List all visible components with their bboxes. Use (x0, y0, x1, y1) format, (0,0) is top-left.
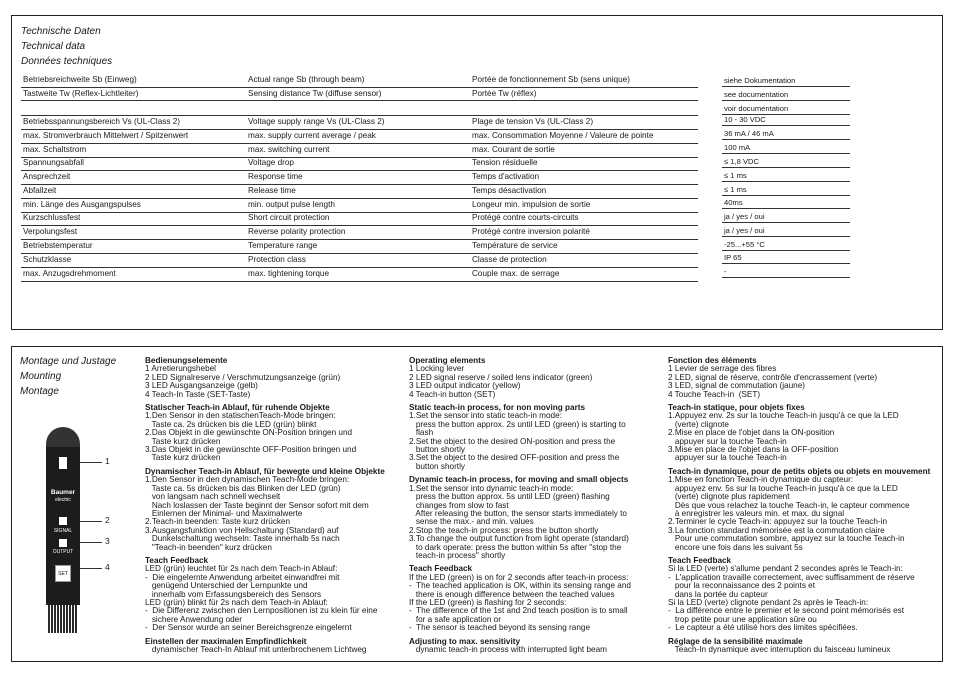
instruction-line: there is enough difference between the teached values (409, 589, 615, 599)
cell-en: max. supply current average / peak (248, 131, 376, 140)
section-heading: Static teach-in process, for non moving parts (409, 403, 586, 413)
cell-de: Schutzklasse (23, 255, 72, 264)
table-row (21, 157, 698, 169)
instruction-line: "Teach-in beenden" kurz drücken (145, 542, 272, 552)
cell-en: Voltage supply range Vs (UL-Class 2) (248, 117, 385, 126)
cell-fr: Temps d'activation (472, 172, 540, 181)
device-cap (46, 427, 80, 449)
row-divider (21, 281, 698, 282)
instruction-line: teach-in process" shortly (409, 550, 506, 560)
callout-2: 2 (105, 515, 110, 525)
value-divider (722, 250, 850, 251)
instruction-line: 3 LED output indicator (yellow) (409, 381, 521, 391)
instruction-line: 3.Mise en place de l'objet dans la OFF-position (668, 445, 839, 455)
cell-fr: Temps désactivation (472, 186, 547, 195)
device-brand: Baumer (50, 489, 76, 496)
cell-fr: Portée de fonctionnement Sb (sens unique) (472, 75, 630, 84)
instruction-line: Nach loslassen der Taste beginnt der Sensor sofort mit dem (145, 500, 369, 510)
cell-de: Betriebsspannungsbereich Vs (UL-Class 2) (23, 117, 181, 126)
instruction-line: 1.Appuyez env. 2s sur la touche Teach-in jusqu'à ce que la LED (668, 411, 899, 421)
instruction-line: - The teached application is OK, within its sensing range and (409, 581, 631, 591)
instruction-line: (verte) clignote plus rapidement (668, 492, 790, 502)
cell-en: Voltage drop (248, 158, 294, 167)
value-cell: voir documentation (724, 104, 789, 113)
value-cell: ja / yes / oui (724, 226, 765, 235)
output-led-icon (59, 539, 67, 547)
cell-de: Kurzschlussfest (23, 213, 81, 222)
value-divider (722, 263, 850, 264)
cell-de: Tastweite Tw (Reflex-Lichtleiter) (23, 89, 139, 98)
instruction-line: innerhalb vom Erfassungsbereich des Sensors (145, 589, 322, 599)
instruction-line: trop petite pour une application sûre ou (668, 614, 817, 624)
value-divider (722, 153, 850, 154)
instruction-line: - Die Differenz zwischen den Lernpositionen ist zu klein für eine (145, 606, 378, 616)
cell-fr: Classe de protection (472, 255, 547, 264)
cell-de: Betriebsreichweite Sb (Einweg) (23, 75, 137, 84)
instruction-line: 3.To change the output function from light operate (standard) (409, 534, 629, 544)
cell-de: Abfallzeit (23, 186, 57, 195)
instruction-line: dynamic teach-in process with interrupted light beam (409, 645, 607, 654)
cell-en: Response time (248, 172, 303, 181)
cell-de: Betriebstemperatur (23, 241, 93, 250)
value-cell: see documentation (724, 90, 789, 99)
instruction-line: 1.Den Sensor in den statischenTeach-Mode bringen: (145, 411, 336, 421)
instruction-line: 1 Arretierungshebel (145, 364, 217, 374)
value-cell: ≤ 1 ms (724, 185, 747, 194)
instruction-line: - Die eingelernte Anwendung arbeitet einwandfrei mit (145, 572, 340, 582)
instruction-line: 3 LED Ausgangsanzeige (gelb) (145, 381, 258, 391)
instruction-line: 2.Set the object to the desired ON-position and press the (409, 436, 616, 446)
cell-en: Release time (248, 186, 296, 195)
instructions-english (409, 357, 659, 654)
instruction-line: 2.Das Objekt in die gewünschte ON-Position bringen und (145, 428, 353, 438)
instruction-line: press the button approx. 2s until LED (green) is starting to (409, 419, 626, 429)
instruction-line: Pour une commutation sombre, appuyez sur la touche Teach-in (668, 534, 905, 544)
instruction-line: - Der Sensor wurde an seiner Bereichsgrenze eingelernt (145, 623, 352, 633)
instruction-line: press the button approx. 5s until LED (green) flashing (409, 492, 610, 502)
instruction-line: Taste ca. 5s drücken bis das Blinken der LED (grün) (145, 483, 341, 493)
cell-de: Ansprechzeit (23, 172, 71, 181)
cell-fr: Température de service (472, 241, 558, 250)
table-row (21, 240, 698, 252)
instruction-line: Taste ca. 2s drücken bis die LED (grün) blinkt (145, 419, 317, 429)
cell-fr: Portée Tw (réflex) (472, 89, 537, 98)
instruction-line: 4 Teach-In Taste (SET-Taste) (145, 389, 251, 399)
value-cell: 36 mA / 46 mA (724, 129, 774, 138)
value-cell: ja / yes / oui (724, 212, 765, 221)
cell-en: max. tightening torque (248, 269, 330, 278)
value-divider (722, 139, 850, 140)
instruction-line: sichere Anwendung oder (145, 614, 242, 624)
value-divider (722, 125, 850, 126)
instruction-line: - La différence entre le premier et le second point mémorisés est (668, 606, 905, 616)
table-row (21, 116, 698, 128)
instruction-line: 3.Set the object to the desired OFF-position and press the (409, 453, 620, 463)
instruction-line: After releasing the button, the sensor starts immediately to (409, 508, 627, 518)
instruction-line: 2 LED signal reserve / soiled lens indicator (green) (409, 372, 593, 382)
callout-line-3 (80, 542, 102, 543)
heading-en: Technical data (21, 41, 86, 52)
cell-fr: Tension résiduelle (472, 158, 538, 167)
instruction-line: 1 Locking lever (409, 364, 465, 374)
section-heading: Statischer Teach-in Ablauf, für ruhende Objekte (145, 403, 330, 413)
instruction-line: appuyer sur la touche Teach-in (668, 453, 787, 463)
cell-fr: max. Consommation Moyenne / Valeure de pointe (472, 131, 654, 140)
row-divider (21, 100, 698, 101)
cell-de: min. Länge des Ausgangspulses (23, 200, 141, 209)
section-heading: Dynamischer Teach-in Ablauf, für bewegte und kleine Objekte (145, 466, 385, 476)
instruction-line: Einlernen der Minimal- und Maximalwerte (145, 508, 303, 518)
instruction-line: 4 Teach-in button (SET) (409, 389, 496, 399)
device-signal-label: SIGNAL (53, 528, 73, 534)
value-cell: IP 65 (724, 253, 742, 262)
instruction-line: Dès que vous relachez la touche Teach-in, le capteur commence (668, 500, 910, 510)
instruction-line: pour la reconnaissance des 2 points et (668, 581, 816, 591)
mounting-heading-fr: Montage (20, 386, 59, 397)
table-row (21, 171, 698, 183)
callout-1: 1 (105, 456, 110, 466)
cell-en: min. output pulse length (248, 200, 335, 209)
instruction-line: Si la LED (verte) clignote pendant 2s après le Teach-in: (668, 597, 869, 607)
value-cell: ≤ 1 ms (724, 171, 747, 180)
callout-line-2 (80, 521, 102, 522)
table-row (21, 226, 698, 238)
instruction-line: If the LED (green) is flashing for 2 seconds: (409, 597, 567, 607)
instruction-line: à enregistrer les valeurs min. et max. du signal (668, 508, 845, 518)
instruction-line: 1 Levier de serrage des fibres (668, 364, 777, 374)
section-heading: Teach-in dynamique, pour de petits objets ou objets en mouvement (668, 466, 931, 476)
sensor-device-illustration (46, 427, 80, 635)
value-cell: ≤ 1,8 VDC (724, 157, 759, 166)
technical-data-headings (21, 24, 112, 69)
instruction-line: changes from slow to fast (409, 500, 509, 510)
instruction-line: - Le capteur a été utilisé hors des limites spécifiées. (668, 623, 858, 633)
instruction-line: 2 LED Signalreserve / Verschmutzungsanzeige (grün) (145, 372, 341, 382)
cell-de: max. Schaltstrom (23, 145, 87, 154)
section-heading: Einstellen der maximalen Empfindlichkeit (145, 636, 307, 646)
table-row (21, 88, 698, 100)
instruction-line: 3.Ausgangsfunktion von Hellschaltung (Standard) auf (145, 525, 339, 535)
section-heading: Réglage de la sensibilité maximale (668, 636, 803, 646)
table-row (21, 102, 698, 114)
table-row (21, 254, 698, 266)
callout-line-1 (80, 462, 102, 463)
instruction-line: LED (grün) blinkt für 2s nach dem Teach-in Ablauf: (145, 597, 328, 607)
callout-3: 3 (105, 536, 110, 546)
cell-fr: max. Courant de sortie (472, 145, 555, 154)
cell-de: max. Stromverbrauch Mittelwert / Spitzenwert (23, 131, 189, 140)
cell-en: Reverse polarity protection (248, 227, 346, 236)
device-set-label: SET (58, 571, 68, 577)
instruction-line: 2.Stop the teach-in process: press the button shortly (409, 525, 599, 535)
instruction-line: Dunkelschaltung wechseln: Taste innerhalb 5s nach (145, 534, 340, 544)
mounting-headings (20, 354, 116, 399)
section-heading: Dynamic teach-in process, for moving and small objects (409, 475, 629, 485)
section-heading: Teach Feedback (145, 555, 209, 565)
instruction-line: to dark operate: press the button within 5s after "stop the (409, 542, 622, 552)
cell-en: Short circuit protection (248, 213, 330, 222)
instruction-line: flash (409, 428, 434, 438)
mounting-heading-en: Mounting (20, 371, 62, 382)
section-heading: Teach Feedback (409, 564, 473, 574)
cell-en: max. switching current (248, 145, 330, 154)
instruction-line: 2.Mise en place de l'objet dans la ON-position (668, 428, 835, 438)
instructions-french (668, 357, 938, 654)
locking-lever-icon (59, 457, 67, 469)
value-cell: 10 - 30 VDC (724, 115, 766, 124)
section-heading: Fonction des éléments (668, 356, 757, 365)
value-divider (722, 167, 850, 168)
cell-de: Verpolungsfest (23, 227, 78, 236)
value-divider (722, 100, 850, 101)
section-heading: Bedienungselemente (145, 356, 228, 365)
instruction-line: 1.Set the sensor into static teach-in mode: (409, 411, 562, 421)
value-cell: 40ms (724, 198, 743, 207)
instruction-line: (verte) clignote (668, 419, 729, 429)
instruction-line: If the LED (green) is on for 2 seconds after teach-in process: (409, 572, 629, 582)
table-row (21, 185, 698, 197)
instruction-line: - L'application travaille correctement, avec suffisamment de réserve (668, 572, 915, 582)
device-brand-sub: electric (55, 497, 71, 503)
instruction-line: Taste kurz drücken (145, 453, 221, 463)
table-row (21, 212, 698, 224)
section-heading: Teach-in statique, pour objets fixes (668, 403, 805, 413)
cell-de: max. Anzugsdrehmoment (23, 269, 116, 278)
device-ribbed-base (48, 605, 78, 633)
cell-en: Sensing distance Tw (diffuse sensor) (248, 89, 382, 98)
value-cell: siehe Dokumentation (724, 76, 796, 85)
instruction-line: 3.Das Objekt in die gewünschte OFF-Position bringen und (145, 445, 357, 455)
section-heading: Teach Feedback (668, 555, 732, 565)
instruction-line: 1.Den Sensor in den dynamischen Teach-Mode bringen: (145, 475, 350, 485)
instruction-line: - The sensor is teached beyond its sensing range (409, 623, 590, 633)
instruction-line: 1.Mise en fonction Teach-in dynamique du capteur: (668, 475, 854, 485)
device-output-label: OUTPUT (52, 549, 74, 555)
instruction-line: von langsam nach schnell wechselt (145, 492, 281, 502)
cell-en: Protection class (248, 255, 306, 264)
cell-en: Actual range Sb (through beam) (248, 75, 365, 84)
callout-line-4 (80, 568, 102, 569)
cell-fr: Plage de tension Vs (UL-Class 2) (472, 117, 594, 126)
cell-fr: Couple max. de serrage (472, 269, 560, 278)
instruction-line: Si la LED (verte) s'allume pendant 2 secondes après le Teach-in: (668, 564, 903, 574)
value-divider (722, 236, 850, 237)
heading-de: Technische Daten (21, 26, 101, 37)
instruction-line: dans la portée du capteur (668, 589, 768, 599)
table-row (21, 144, 698, 156)
table-row (21, 74, 698, 86)
instruction-line: sense the max.- and min. values (409, 517, 534, 527)
cell-fr: Longeur min. impulsion de sortie (472, 200, 591, 209)
section-heading: Operating elements (409, 356, 486, 365)
value-cell: - (724, 267, 727, 276)
callout-4: 4 (105, 562, 110, 572)
instructions-german (145, 357, 400, 654)
instruction-line: encore une fois dans les suivant 5s (668, 542, 803, 552)
instruction-line: dynamischer Teach-In Ablauf mit unterbrochenem Lichtweg (145, 645, 367, 654)
table-row (21, 199, 698, 211)
instruction-line: 2.Terminer le cycle Teach-in: appuyez sur la touche Teach-in (668, 517, 888, 527)
table-row (21, 130, 698, 142)
cell-de: Spannungsabfall (23, 158, 85, 167)
instruction-line: 1.Set the sensor into dynamic teach-in mode: (409, 483, 574, 493)
instruction-line: for a safe application or (409, 614, 501, 624)
instruction-line: appuyez env. 5s sur la touche Teach-in jusqu'à ce que la LED (668, 483, 898, 493)
value-divider (722, 277, 850, 278)
instruction-line: Teach-In dynamique avec interruption du faisceau lumineux (668, 645, 891, 654)
instruction-line: 4 Touche Teach-in (SET) (668, 389, 761, 399)
mounting-heading-de: Montage und Justage (20, 356, 117, 367)
value-divider (722, 181, 850, 182)
instruction-line: 3 LED, signal de commutation (jaune) (668, 381, 805, 391)
cell-fr: Protégé contre courts-circuits (472, 213, 579, 222)
section-heading: Adjusting to max. sensitivity (409, 636, 521, 646)
instruction-line: genügend Unterschied der Lernpunkte und (145, 581, 308, 591)
cell-en: Temperature range (248, 241, 318, 250)
instruction-line: 2 LED, signal de réserve, contrôle d'encrassement (verte) (668, 372, 878, 382)
instruction-line: 2.Teach-in beenden: Taste kurz drücken (145, 517, 291, 527)
value-divider (722, 195, 850, 196)
value-cell: 100 mA (724, 143, 751, 152)
instruction-line: 3.La fonction standard mémorisée est la commutation claire (668, 525, 885, 535)
value-divider (722, 208, 850, 209)
value-cell: -25...+55 °C (724, 240, 765, 249)
table-row (21, 268, 698, 280)
heading-fr: Données techniques (21, 56, 113, 67)
value-divider (722, 222, 850, 223)
instruction-line: button shortly (409, 445, 465, 455)
value-divider (722, 86, 850, 87)
cell-fr: Protégé contre inversion polarité (472, 227, 590, 236)
instruction-line: - The difference of the 1st and 2nd teach position is to small (409, 606, 628, 616)
instruction-line: button shortly (409, 461, 465, 471)
instruction-line: LED (grün) leuchtet für 2s nach dem Teach-in Ablauf: (145, 564, 338, 574)
instruction-line: appuyer sur la touche Teach-in (668, 436, 787, 446)
signal-led-icon (59, 517, 67, 525)
instruction-line: Taste kurz drücken (145, 436, 221, 446)
